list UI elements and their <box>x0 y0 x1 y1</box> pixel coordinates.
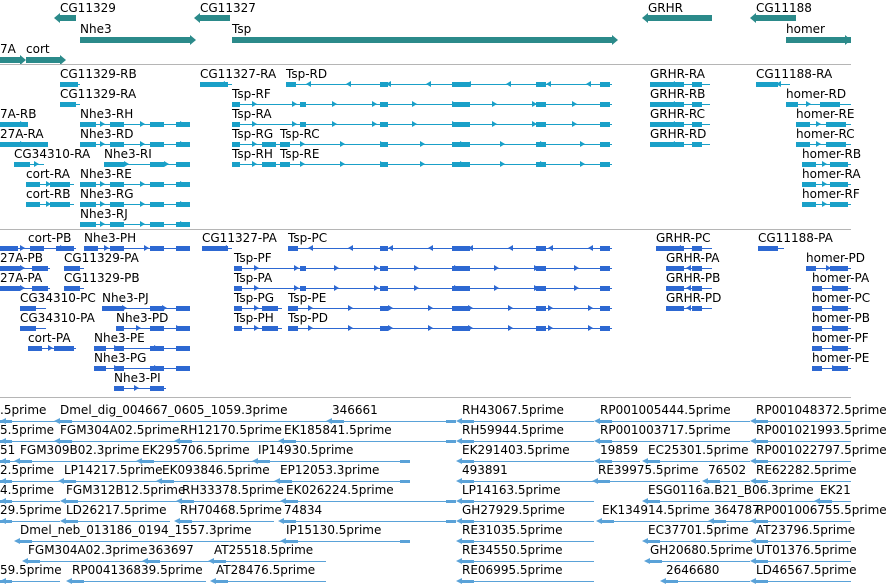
transcript-label: CG11329-RB <box>60 67 137 81</box>
est-intron-line <box>756 581 851 582</box>
strand-arrow-icon <box>596 518 602 524</box>
est-intron-line <box>180 441 284 442</box>
transcript-label: Nhe3-RI <box>104 147 152 161</box>
est-label: RP001048372.5prime <box>756 403 887 417</box>
est-intron-line <box>650 561 750 562</box>
est-label: LP14217.5prime <box>64 463 163 477</box>
est-label: 2.5prime <box>0 463 55 477</box>
protein-label: GRHR-PB <box>666 271 721 285</box>
est-intron-line <box>180 521 274 522</box>
est-intron-line <box>756 481 851 482</box>
strand-arrow-icon <box>66 578 72 584</box>
est-label: EC25301.5prime <box>648 443 749 457</box>
est-label: 364787 <box>714 503 760 517</box>
est-intron-line <box>162 481 276 482</box>
est-label: RE39975.5prime <box>598 463 699 477</box>
transcript-label: homer-RB <box>802 147 862 161</box>
est-intron-line <box>462 581 594 582</box>
est-exon <box>446 520 456 523</box>
strand-arrow-icon <box>660 578 666 584</box>
strand-arrow-icon <box>592 478 598 484</box>
strand-arrow-icon <box>644 558 650 564</box>
est-intron-line <box>66 521 170 522</box>
protein-label: Nhe3-PI <box>114 371 161 385</box>
est-label: RP001021993.5prime <box>756 423 887 437</box>
est-intron-line <box>600 421 750 422</box>
est-label: Dmel_dig_004667_0605_1059.3prime <box>60 403 288 417</box>
est-exon <box>446 440 456 443</box>
est-intron-line <box>648 541 750 542</box>
strand-arrow-icon <box>456 578 462 584</box>
protein-label: homer-PB <box>812 311 870 325</box>
protein-label: CG11329-PB <box>64 271 140 285</box>
strand-arrow-icon <box>210 578 216 584</box>
est-intron-line <box>28 561 146 562</box>
transcript-label: Tsp-RH <box>232 147 273 161</box>
transcript-label: CG11327-RA <box>200 67 277 81</box>
protein-label: homer-PD <box>806 251 865 265</box>
est-intron-line <box>462 481 594 482</box>
protein-label: CG11188-PA <box>758 231 833 245</box>
est-label: EP12053.3prime <box>280 463 380 477</box>
transcript-label: GRHR-RA <box>650 67 705 81</box>
est-label: RH12170.5prime <box>180 423 282 437</box>
transcript-label: 7A-RB <box>0 107 37 121</box>
transcript-label: Nhe3-RG <box>80 187 134 201</box>
est-exon <box>72 580 84 583</box>
transcript-label: Tsp-RA <box>232 107 272 121</box>
transcript-label: Tsp-RF <box>232 87 271 101</box>
est-exon <box>446 500 456 503</box>
gene-label: cort <box>26 42 50 56</box>
est-label: RH33378.5prime <box>182 483 284 497</box>
est-intron-line <box>462 541 594 542</box>
est-intron-line <box>648 501 816 502</box>
est-label: EC37701.5prime <box>648 523 749 537</box>
est-intron-line <box>72 581 206 582</box>
est-label: 4.5prime <box>0 483 55 497</box>
est-label: .5prime <box>0 403 47 417</box>
est-label: RH70468.5prime <box>180 503 282 517</box>
est-label: 19859 <box>600 443 639 457</box>
est-label: RE31035.5prime <box>462 523 563 537</box>
transcript-label: CG34310-RA <box>14 147 91 161</box>
est-intron-line <box>258 461 410 462</box>
est-exon <box>216 580 228 583</box>
est-label: EK134914.5prime <box>602 503 710 517</box>
est-exon <box>666 580 678 583</box>
strand-arrow-icon <box>58 478 64 484</box>
transcript-label: Tsp-RE <box>280 147 320 161</box>
transcript-label: homer-RE <box>796 107 855 121</box>
est-intron-line <box>462 421 594 422</box>
est-label: RH59944.5prime <box>462 423 564 437</box>
est-label: 29.5prime <box>0 503 62 517</box>
protein-label: cort-PB <box>28 231 72 245</box>
est-label: LD26217.5prime <box>66 503 167 517</box>
protein-label: Tsp-PE <box>288 291 327 305</box>
est-intron-line <box>598 481 700 482</box>
transcript-label: GRHR-RD <box>650 127 707 141</box>
est-exon <box>400 480 410 483</box>
transcript-label: CG11188-RA <box>756 67 833 81</box>
est-intron-line <box>648 461 750 462</box>
est-label: EK185841.5prime <box>284 423 392 437</box>
est-intron-line <box>20 541 284 542</box>
est-label: IP15130.5prime <box>286 523 382 537</box>
gene-label: Tsp <box>232 22 252 36</box>
protein-label: CG34310-PA <box>20 311 95 325</box>
est-intron-line <box>60 421 330 422</box>
est-intron-line <box>666 581 750 582</box>
gene-label: homer <box>786 22 825 36</box>
est-label: Dmel_neb_013186_0194_1557.3prime <box>20 523 252 537</box>
gene-label: Nhe3 <box>80 22 112 36</box>
protein-label: Tsp-PH <box>234 311 274 325</box>
est-label: EK026224.5prime <box>286 483 394 497</box>
protein-label: homer-PC <box>812 291 871 305</box>
protein-label: homer-PE <box>812 351 870 365</box>
est-intron-line <box>756 421 851 422</box>
est-exon <box>462 580 474 583</box>
est-intron-line <box>462 441 594 442</box>
protein-label: Nhe3-PJ <box>102 291 149 305</box>
est-intron-line <box>462 461 594 462</box>
est-intron-line <box>462 501 594 502</box>
protein-label: CG11329-PA <box>64 251 139 265</box>
est-exon <box>598 480 610 483</box>
est-label: 59.5prime <box>0 563 62 577</box>
est-intron-line <box>216 581 326 582</box>
est-exon <box>756 580 768 583</box>
est-intron-line <box>60 441 180 442</box>
est-exon <box>400 540 410 543</box>
est-label: GH27929.5prime <box>462 503 565 517</box>
est-label: EK093846.5prime <box>162 463 270 477</box>
est-label: RE62282.5prime <box>756 463 857 477</box>
est-intron-line <box>756 561 851 562</box>
est-intron-line <box>214 561 326 562</box>
est-label: FGM304A02.5prime <box>60 423 180 437</box>
est-label: EK21 <box>820 483 851 497</box>
strand-arrow-icon <box>14 538 20 544</box>
est-intron-line <box>462 521 594 522</box>
gene-label: CG11329 <box>60 1 116 15</box>
est-label: 74834 <box>284 503 323 517</box>
est-label: RP001003717.5prime <box>600 423 731 437</box>
transcript-label: Nhe3-RH <box>80 107 134 121</box>
protein-label: Nhe3-PE <box>94 331 145 345</box>
est-intron-line <box>142 461 256 462</box>
protein-label: Tsp-PA <box>234 271 273 285</box>
transcript-label: homer-RC <box>796 127 855 141</box>
est-label: LD46567.5prime <box>756 563 857 577</box>
est-intron-line <box>286 541 410 542</box>
est-intron-line <box>284 521 456 522</box>
est-label: EK291403.5prime <box>462 443 570 457</box>
transcript-label: Nhe3-RD <box>80 127 134 141</box>
strand-arrow-icon <box>0 518 6 524</box>
est-intron-line <box>756 521 851 522</box>
est-label: UT01376.5prime <box>756 543 857 557</box>
est-label: IP14930.5prime <box>258 443 354 457</box>
transcript-label: cort-RA <box>26 167 70 181</box>
gene-label: CG11327 <box>200 1 256 15</box>
protein-label: Tsp-PC <box>288 231 328 245</box>
protein-label: GRHR-PA <box>666 251 720 265</box>
protein-label: Tsp-PD <box>288 311 329 325</box>
est-intron-line <box>284 441 456 442</box>
est-label: ESG0116a.B21_B06.3prime <box>648 483 814 497</box>
est-label: AT28476.5prime <box>216 563 316 577</box>
protein-label: Nhe3-PG <box>94 351 147 365</box>
transcript-label: GRHR-RB <box>650 87 706 101</box>
est-label: GH20680.5prime <box>650 543 753 557</box>
est-label: LP14163.5prime <box>462 483 561 497</box>
est-exon <box>400 460 410 463</box>
est-intron-line <box>64 481 162 482</box>
est-intron-line <box>286 501 456 502</box>
transcript-label: homer-RF <box>802 187 860 201</box>
est-label: AT25518.5prime <box>214 543 314 557</box>
est-label: 5.5prime <box>0 423 55 437</box>
transcript-label: cort-RB <box>26 187 71 201</box>
protein-label: cort-PA <box>28 331 71 345</box>
strand-arrow-icon <box>208 558 214 564</box>
transcript-label: Tsp-RC <box>280 127 320 141</box>
protein-label: Tsp-PF <box>234 251 272 265</box>
est-intron-line <box>756 441 851 442</box>
est-label: 346661 <box>332 403 378 417</box>
est-exon <box>602 520 614 523</box>
est-intron-line <box>600 441 750 442</box>
gene-label: 7A <box>0 42 16 56</box>
protein-label: GRHR-PC <box>656 231 711 245</box>
transcript-label: 27A-RA <box>0 127 44 141</box>
est-intron-line <box>182 501 284 502</box>
est-label: 363697 <box>148 543 194 557</box>
est-intron-line <box>332 421 456 422</box>
est-exon <box>446 420 456 423</box>
est-intron-line <box>756 461 851 462</box>
est-label: RP001022797.5prime <box>756 443 887 457</box>
est-label: EK295706.5prime <box>142 443 250 457</box>
transcript-label: Tsp-RD <box>286 67 328 81</box>
est-intron-line <box>280 481 410 482</box>
est-intron-line <box>20 461 140 462</box>
est-intron-line <box>462 561 594 562</box>
strand-arrow-icon <box>278 518 284 524</box>
transcript-label: Tsp-RG <box>232 127 274 141</box>
est-label: 493891 <box>462 463 508 477</box>
transcript-label: CG11329-RA <box>60 87 137 101</box>
gene-label: GRHR <box>648 1 683 15</box>
est-label: AT23796.5prime <box>756 523 856 537</box>
transcript-label: homer-RA <box>802 167 861 181</box>
protein-label: CG11327-PA <box>202 231 277 245</box>
est-exon <box>650 560 662 563</box>
protein-label: Nhe3-PH <box>84 231 137 245</box>
protein-label: Tsp-PG <box>234 291 275 305</box>
strand-arrow-icon <box>642 538 648 544</box>
strand-arrow-icon <box>0 578 6 584</box>
est-label: 76502 <box>708 463 747 477</box>
strand-arrow-icon <box>750 578 756 584</box>
transcript-label: homer-RD <box>786 87 847 101</box>
protein-label: homer-PF <box>812 331 869 345</box>
transcript-label: Nhe3-RE <box>80 167 132 181</box>
est-label: FGM312B12.5prime <box>66 483 186 497</box>
protein-label: GRHR-PD <box>666 291 722 305</box>
est-intron-line <box>66 501 180 502</box>
est-label: RE34550.5prime <box>462 543 563 557</box>
transcript-label: GRHR-RC <box>650 107 705 121</box>
est-label: RH43067.5prime <box>462 403 564 417</box>
protein-label: homer-PA <box>812 271 870 285</box>
est-label: FGM309B02.3prime <box>20 443 140 457</box>
protein-label: 27A-PA <box>0 271 43 285</box>
est-label: RP004136839.5prime <box>72 563 203 577</box>
est-label: RP001006755.5prime <box>756 503 887 517</box>
protein-label: Nhe3-PD <box>116 311 169 325</box>
est-label: 51 <box>0 443 16 457</box>
est-label: FGM304A02.3prime <box>28 543 148 557</box>
gene-label: CG11188 <box>756 1 812 15</box>
est-intron-line <box>756 541 851 542</box>
est-intron-line <box>602 521 712 522</box>
transcript-label: Nhe3-RJ <box>80 207 128 221</box>
est-label: 2646680 <box>666 563 720 577</box>
protein-label: 27A-PB <box>0 251 44 265</box>
est-label: RE06995.5prime <box>462 563 563 577</box>
protein-label: CG34310-PC <box>20 291 96 305</box>
est-label: RP001005444.5prime <box>600 403 731 417</box>
